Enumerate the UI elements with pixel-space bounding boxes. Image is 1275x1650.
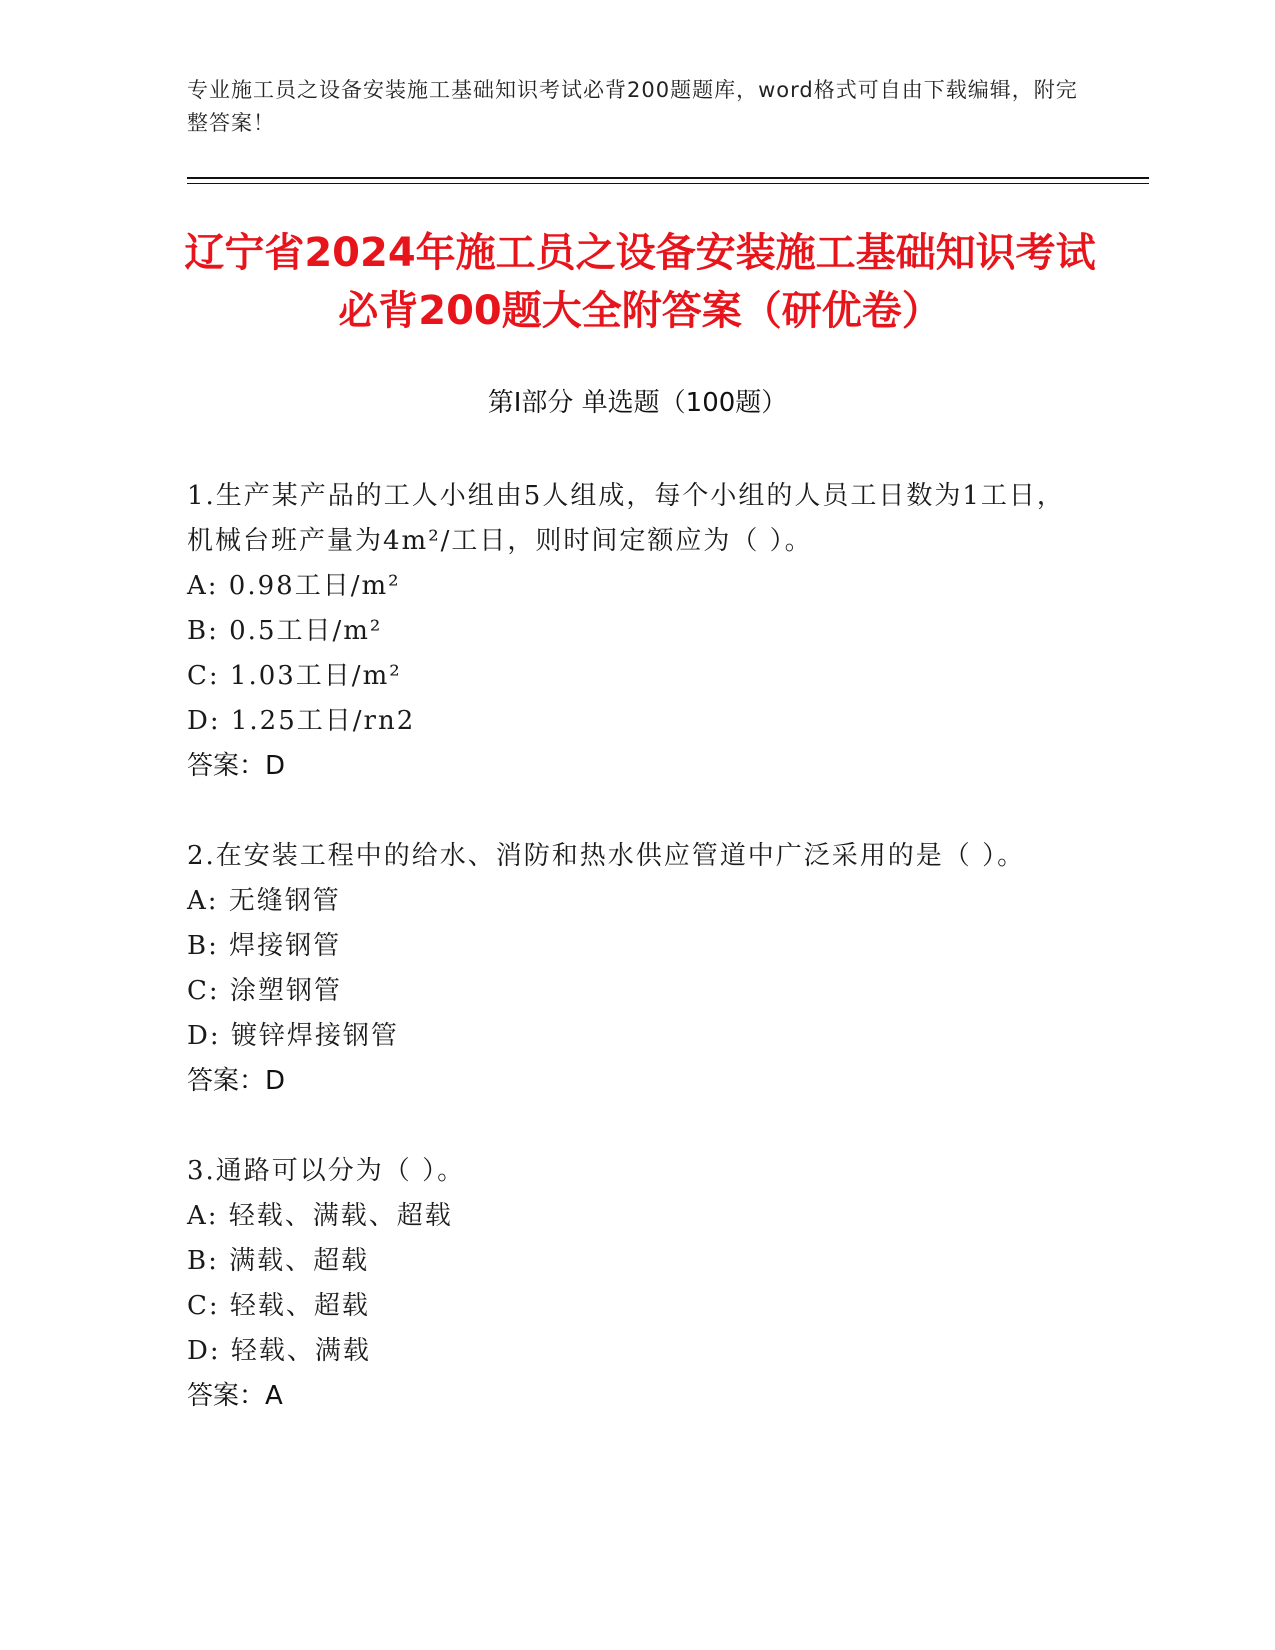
option-a: A: 0.98工日/m² — [187, 571, 401, 601]
option-c: C: 涂塑钢管 — [187, 976, 342, 1006]
option-b: B: 满载、超载 — [187, 1246, 370, 1276]
header-rule-thin — [187, 183, 1149, 184]
option-c: C: 轻载、超载 — [187, 1291, 370, 1321]
section-title: 第Ⅰ部分 单选题（100题） — [487, 388, 788, 418]
option-c: C: 1.03工日/m² — [187, 661, 402, 691]
question-3 — [187, 1149, 1087, 1419]
question-list — [187, 474, 1087, 1464]
option-a: A: 轻载、满载、超载 — [187, 1201, 453, 1231]
document-title: 辽宁省2024年施工员之设备安装施工基础知识考试必背200题大全附答案（研优卷） — [184, 230, 1096, 334]
question-stem: 2.在安装工程中的给水、消防和热水供应管道中广泛采用的是（ ）。 — [187, 841, 1026, 871]
option-d: D: 轻载、满载 — [187, 1336, 371, 1366]
question-2 — [187, 834, 1087, 1104]
question-stem: 1.生产某产品的工人小组由5人组成，每个小组的人员工日数为1工日，机械台班产量为4m²/工日，则时间定额应为（ ）。 — [187, 481, 1065, 556]
option-a: A: 无缝钢管 — [187, 886, 341, 916]
question-1 — [187, 474, 1087, 789]
answer: 答案：D — [187, 751, 286, 781]
option-b: B: 0.5工日/m² — [187, 616, 383, 646]
option-b: B: 焊接钢管 — [187, 931, 342, 961]
question-stem: 3.通路可以分为（ ）。 — [187, 1156, 466, 1186]
header-note: 专业施工员之设备安装施工基础知识考试必背200题题库，word格式可自由下载编辑，附完整答案！ — [187, 78, 1078, 135]
option-d: D: 1.25工日/rn2 — [187, 706, 416, 736]
header-rule-thick — [187, 177, 1149, 179]
answer: 答案：D — [187, 1066, 286, 1096]
option-d: D: 镀锌焊接钢管 — [187, 1021, 399, 1051]
answer: 答案：A — [187, 1381, 283, 1411]
